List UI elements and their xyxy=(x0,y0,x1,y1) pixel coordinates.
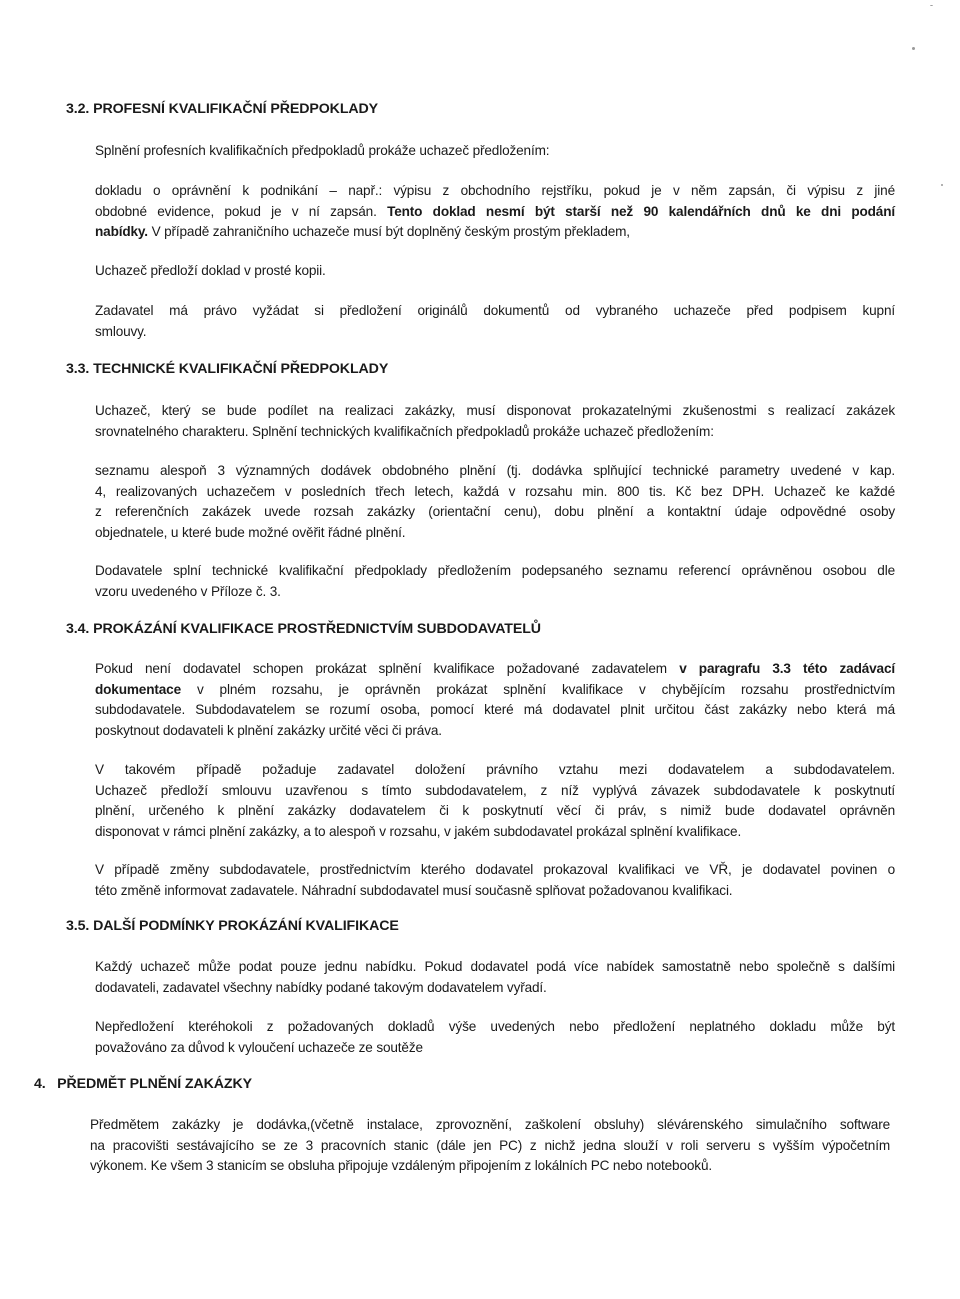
s33-paragraph-3: Dodavatele splní technické kvalifikační předpoklady předložením podepsaného seznamu referencí oprávněnou osobou dle vzoru uvedeného v Příloze č. 3. xyxy=(95,563,895,599)
heading-3-3: 3.3. TECHNICKÉ KVALIFIKAČNÍ PŘEDPOKLADY xyxy=(66,361,389,377)
scan-speck xyxy=(930,5,933,6)
s32-paragraph-2: Uchazeč předloží doklad v prosté kopii. xyxy=(95,263,326,278)
s32-intro: Splnění profesních kvalifikačních předpokladů prokáže uchazeč předložením: xyxy=(95,143,550,158)
heading-3-2: 3.2. PROFESNÍ KVALIFIKAČNÍ PŘEDPOKLADY xyxy=(66,101,379,117)
s35-paragraph-2: Nepředložení kteréhokoli z požadovaných dokladů výše uvedených nebo předložení neplatného dokladu může být považováno za důvod k vyloučení uchazeče ze soutěže xyxy=(95,1019,895,1055)
s32-paragraph-3: Zadavatel má právo vyžádat si předložení originálů dokumentů od vybraného uchazeče před podpisem kupní smlouvy. xyxy=(95,303,895,339)
s33-paragraph-2: seznamu alespoň 3 významných dodávek obdobného plnění (tj. dodávka splňující technické parametry uvedené v kap. 4, realizovaných uchazečem v posledních třech letech, každá v rozsahu min. 800 tis. Kč bez DPH. Uchazeč ke každé z referenčních zakázek uvede rozsah zakázky (orientační cenu), dobu plnění a kontaktní údaje odpovědné osoby objednatele, u které bude možné ověřit řádné plnění. xyxy=(95,463,895,540)
s35-paragraph-1: Každý uchazeč může podat pouze jednu nabídku. Pokud dodavatel podá více nabídek samostatně nebo společně s dalšími dodavateli, zadavatel všechny nabídky podané takovým dodavatelem vyřadí. xyxy=(95,959,895,995)
scan-speck xyxy=(941,184,943,186)
heading-3-4: 3.4. PROKÁZÁNÍ KVALIFIKACE PROSTŘEDNICTVÍM SUBDODAVATELŮ xyxy=(66,621,541,637)
heading-3-5: 3.5. DALŠÍ PODMÍNKY PROKÁZÁNÍ KVALIFIKACE xyxy=(66,918,399,934)
s34-paragraph-3: V případě změny subdodavatele, prostřednictvím kterého dodavatel prokazoval kvalifikaci ve VŘ, je dodavatel povinen o této změně informovat zadavatele. Náhradní subdodavatel musí současně splňovat požadovanou kvalifikaci. xyxy=(95,862,895,898)
s33-paragraph-1: Uchazeč, který se bude podílet na realizaci zakázky, musí disponovat prokazatelnými zkušenostmi s realizací zakázek srovnatelného charakteru. Splnění technických kvalifikačních předpokladů prokáže uchazeč předložením: xyxy=(95,403,895,439)
s32-paragraph-1: dokladu o oprávnění k podnikání – např.: výpisu z obchodního rejstříku, pokud je v něm zapsán, či výpisu z jiné obdobné evidence, pokud je v ní zapsán. Tento doklad nesmí být starší než 90 kalendářních dnů ke dni podání nabídky. V případě zahraničního uchazeče musí být doplněný českým prostým překladem, xyxy=(95,183,895,239)
scan-speck xyxy=(912,47,915,50)
s4-paragraph-1: Předmětem zakázky je dodávka,(včetně instalace, zprovoznění, zaškolení obsluhy) slévárenského simulačního software na pracovišti sestávajícího se ze 3 pracovních stanic (dále jen PC) z nichž jedna slouží v roli serveru s vyšším výpočetním výkonem. Ke všem 3 stanicím se obsluha připojuje vzdáleným připojením z lokálních PC nebo notebooků. xyxy=(90,1117,890,1173)
heading-4: 4. PŘEDMĚT PLNĚNÍ ZAKÁZKY xyxy=(34,1076,253,1092)
s34-paragraph-1: Pokud není dodavatel schopen prokázat splnění kvalifikace požadované zadavatelem v paragrafu 3.3 této zadávací dokumentace v plném rozsahu, je oprávněn prokázat splnění kvalifikace v chybějícím rozsahu prostřednictvím subdodavatele. Subdodavatelem se rozumí osoba, pomocí které má dodavatel plnit určitou část zakázky nebo která má poskytnout dodavateli k plnění zakázky určité věci či práva. xyxy=(95,661,895,738)
s34-paragraph-2: V takovém případě požaduje zadavatel doložení právního vztahu mezi dodavatelem a subdodavatelem. Uchazeč předloží smlouvu uzavřenou s tímto subdodavatelem, z níž vyplývá závazek subdodavatele k poskytnutí plnění, určeného k plnění zakázky dodavatelem či k poskytnutí věcí či práv, s nimiž bude dodavatel oprávněn disponovat v rámci plnění zakázky, a to alespoň v rozsahu, v jakém subdodavatel prokázal splnění kvalifikace. xyxy=(95,762,895,839)
